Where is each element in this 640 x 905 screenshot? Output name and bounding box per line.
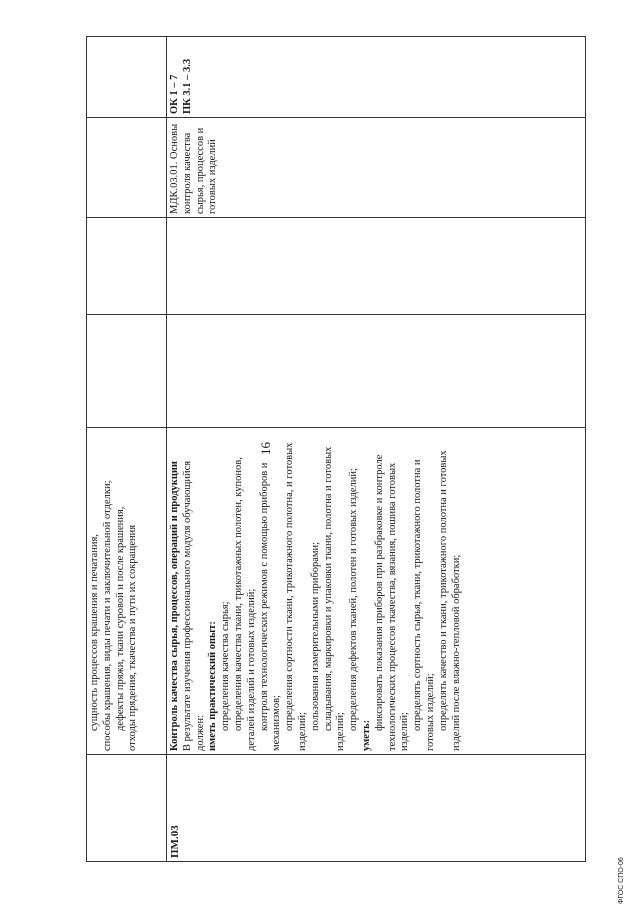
- skills-item: определять сортность сырья, ткани, трикотажного полотна и готовых изделий;: [412, 459, 436, 751]
- skills-heading: уметь:: [360, 719, 372, 751]
- empty-cell: [167, 218, 586, 315]
- page-number: 16: [258, 442, 273, 455]
- empty-cell: [87, 118, 167, 218]
- module-intro: В результате изучения профессионального модуля обучающийся должен:: [181, 460, 206, 751]
- practice-item: складывания, маркировки и упаковки ткани, полотна и готовых изделий;: [322, 446, 347, 751]
- row1-line-2: способы крашения, виды печати и заключительной отделки;: [101, 480, 113, 751]
- practice-item: определения дефектов тканей, полотен и готовых изделий;: [348, 468, 360, 731]
- competency-ok: ОК 1 – 7: [169, 74, 180, 114]
- practice-item: определения качества ткани, трикотажных полотен, купонов, деталей изделий и готовых изделий;: [232, 457, 257, 751]
- row1-line-1: сущность процессов крашения и печатания,: [89, 534, 100, 731]
- empty-cell: [167, 315, 586, 428]
- practice-item: определения сортности ткани, трикотажного полотна, и готовых изделий;: [284, 442, 308, 751]
- module-title: Контроль качества сырья, процессов, операций и продукции: [169, 461, 180, 751]
- practice-heading: иметь практический опыт:: [207, 621, 219, 751]
- mdk-text: МДК.03.01. Основы контроля качества сырья, процессов и готовых изделий: [169, 123, 219, 214]
- standards-table: [86, 37, 586, 862]
- code-cell: [167, 755, 586, 862]
- row1-line-3: дефекты пряжи, ткани суровой и после крашения,: [114, 506, 126, 731]
- table-row: [87, 37, 167, 862]
- mdk-cell: [167, 118, 586, 218]
- content-cell: [167, 428, 586, 755]
- empty-cell: [87, 218, 167, 315]
- empty-cell: [87, 37, 167, 118]
- empty-cell: [87, 315, 167, 428]
- practice-item: пользования измерительными приборами;: [309, 541, 321, 731]
- content-cell: [87, 428, 167, 755]
- module-code: ПМ.03: [169, 825, 181, 858]
- competency-pk: ПК 3.1 – 3.3: [181, 58, 193, 114]
- practice-item: определения качества сырья;: [220, 601, 232, 731]
- table-row: [167, 37, 586, 862]
- competency-cell: [167, 37, 586, 118]
- practice-item: контроля технологических режимов с помощью приборов и механизмов;: [258, 462, 283, 751]
- row1-line-4: отходы прядения, ткачества и пути их сокращения: [127, 524, 139, 751]
- skills-item: фиксировать показания приборов при разбраковке и контроле технологических процессов ткачества, вязания, пошива готовых изделий;: [373, 454, 411, 751]
- skills-item: определять качество и ткани, трикотажного полотна и готовых изделий после влажно-тепловой обработки;: [437, 450, 462, 751]
- code-cell: [87, 755, 167, 862]
- footer-label: ФГОС СПО-06: [618, 857, 625, 904]
